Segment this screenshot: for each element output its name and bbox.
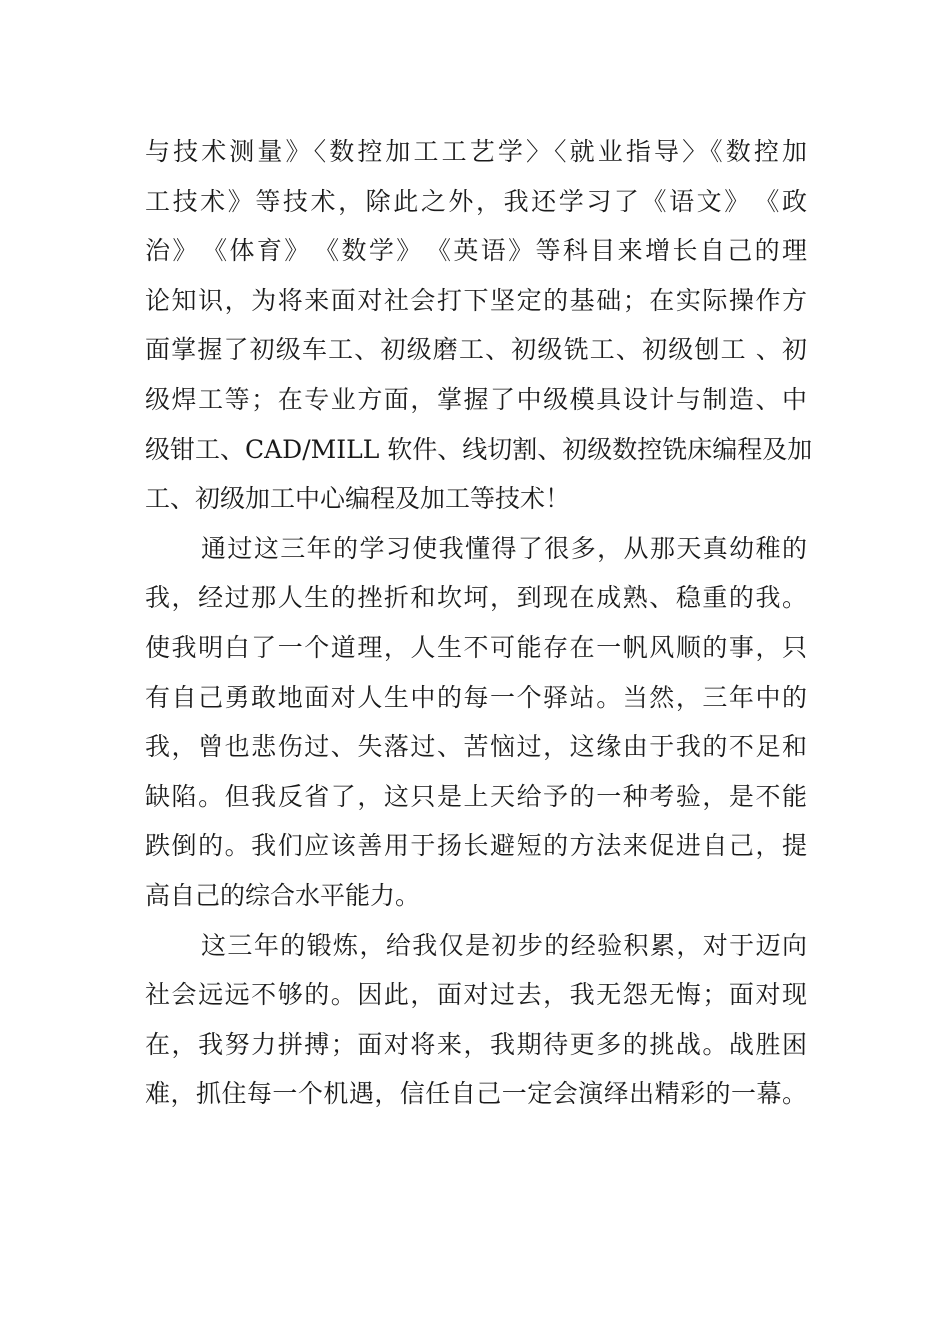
text-line: 治》 《体育》 《数学》 《英语》等科目来增长自己的理 [145,236,807,266]
text-line: 缺陷。但我反省了，这只是上天给予的一种考验，是不能 [145,781,807,811]
text-line: 我，曾也悲伤过、失落过、苦恼过，这缘由于我的不足和 [145,732,807,762]
paragraph-2 [145,524,807,921]
document-body [145,127,813,1119]
paragraph-3 [145,921,807,1119]
text-line: 工、初级加工中心编程及加工等技术！ [145,484,571,514]
text-line: 通过这三年的学习使我懂得了很多，从那天真幼稚的 [201,533,807,563]
text-line: 有自己勇敢地面对人生中的每一个驿站。当然，三年中的 [145,682,807,712]
text-line: 在，我努力拼搏；面对将来，我期待更多的挑战。战胜困 [145,1029,807,1059]
text-line: 面掌握了初级车工、初级磨工、初级铣工、初级刨工 、初 [145,335,807,365]
text-line: 级焊工等；在专业方面，掌握了中级模具设计与制造、中 [145,384,807,414]
text-line: 高自己的综合水平能力。 [145,880,421,910]
text-line: 社会远远不够的。因此，面对过去，我无怨无悔；面对现 [145,980,807,1010]
paragraph-1 [145,127,813,524]
text-line: 级钳工、CAD/MILL 软件、线切割、初级数控铣床编程及加 [145,434,813,464]
text-line: 这三年的锻炼，给我仅是初步的经验积累，对于迈向 [201,930,807,960]
text-line: 跌倒的。我们应该善用于扬长避短的方法来促进自己，提 [145,831,807,861]
text-line: 论知识，为将来面对社会打下坚定的基础；在实际操作方 [145,285,807,315]
text-line: 难，抓住每一个机遇，信任自己一定会演绎出精彩的一幕。 [145,1079,807,1109]
text-line: 与技术测量》〈数控加工工艺学〉〈就业指导〉《数控加 [145,137,807,166]
text-line: 我，经过那人生的挫折和坎坷，到现在成熟、稳重的我。 [145,583,807,613]
text-line: 工技术》等技术，除此之外，我还学习了《语文》 《政 [145,186,807,216]
text-line: 使我明白了一个道理，人生不可能存在一帆风顺的事，只 [145,632,807,662]
